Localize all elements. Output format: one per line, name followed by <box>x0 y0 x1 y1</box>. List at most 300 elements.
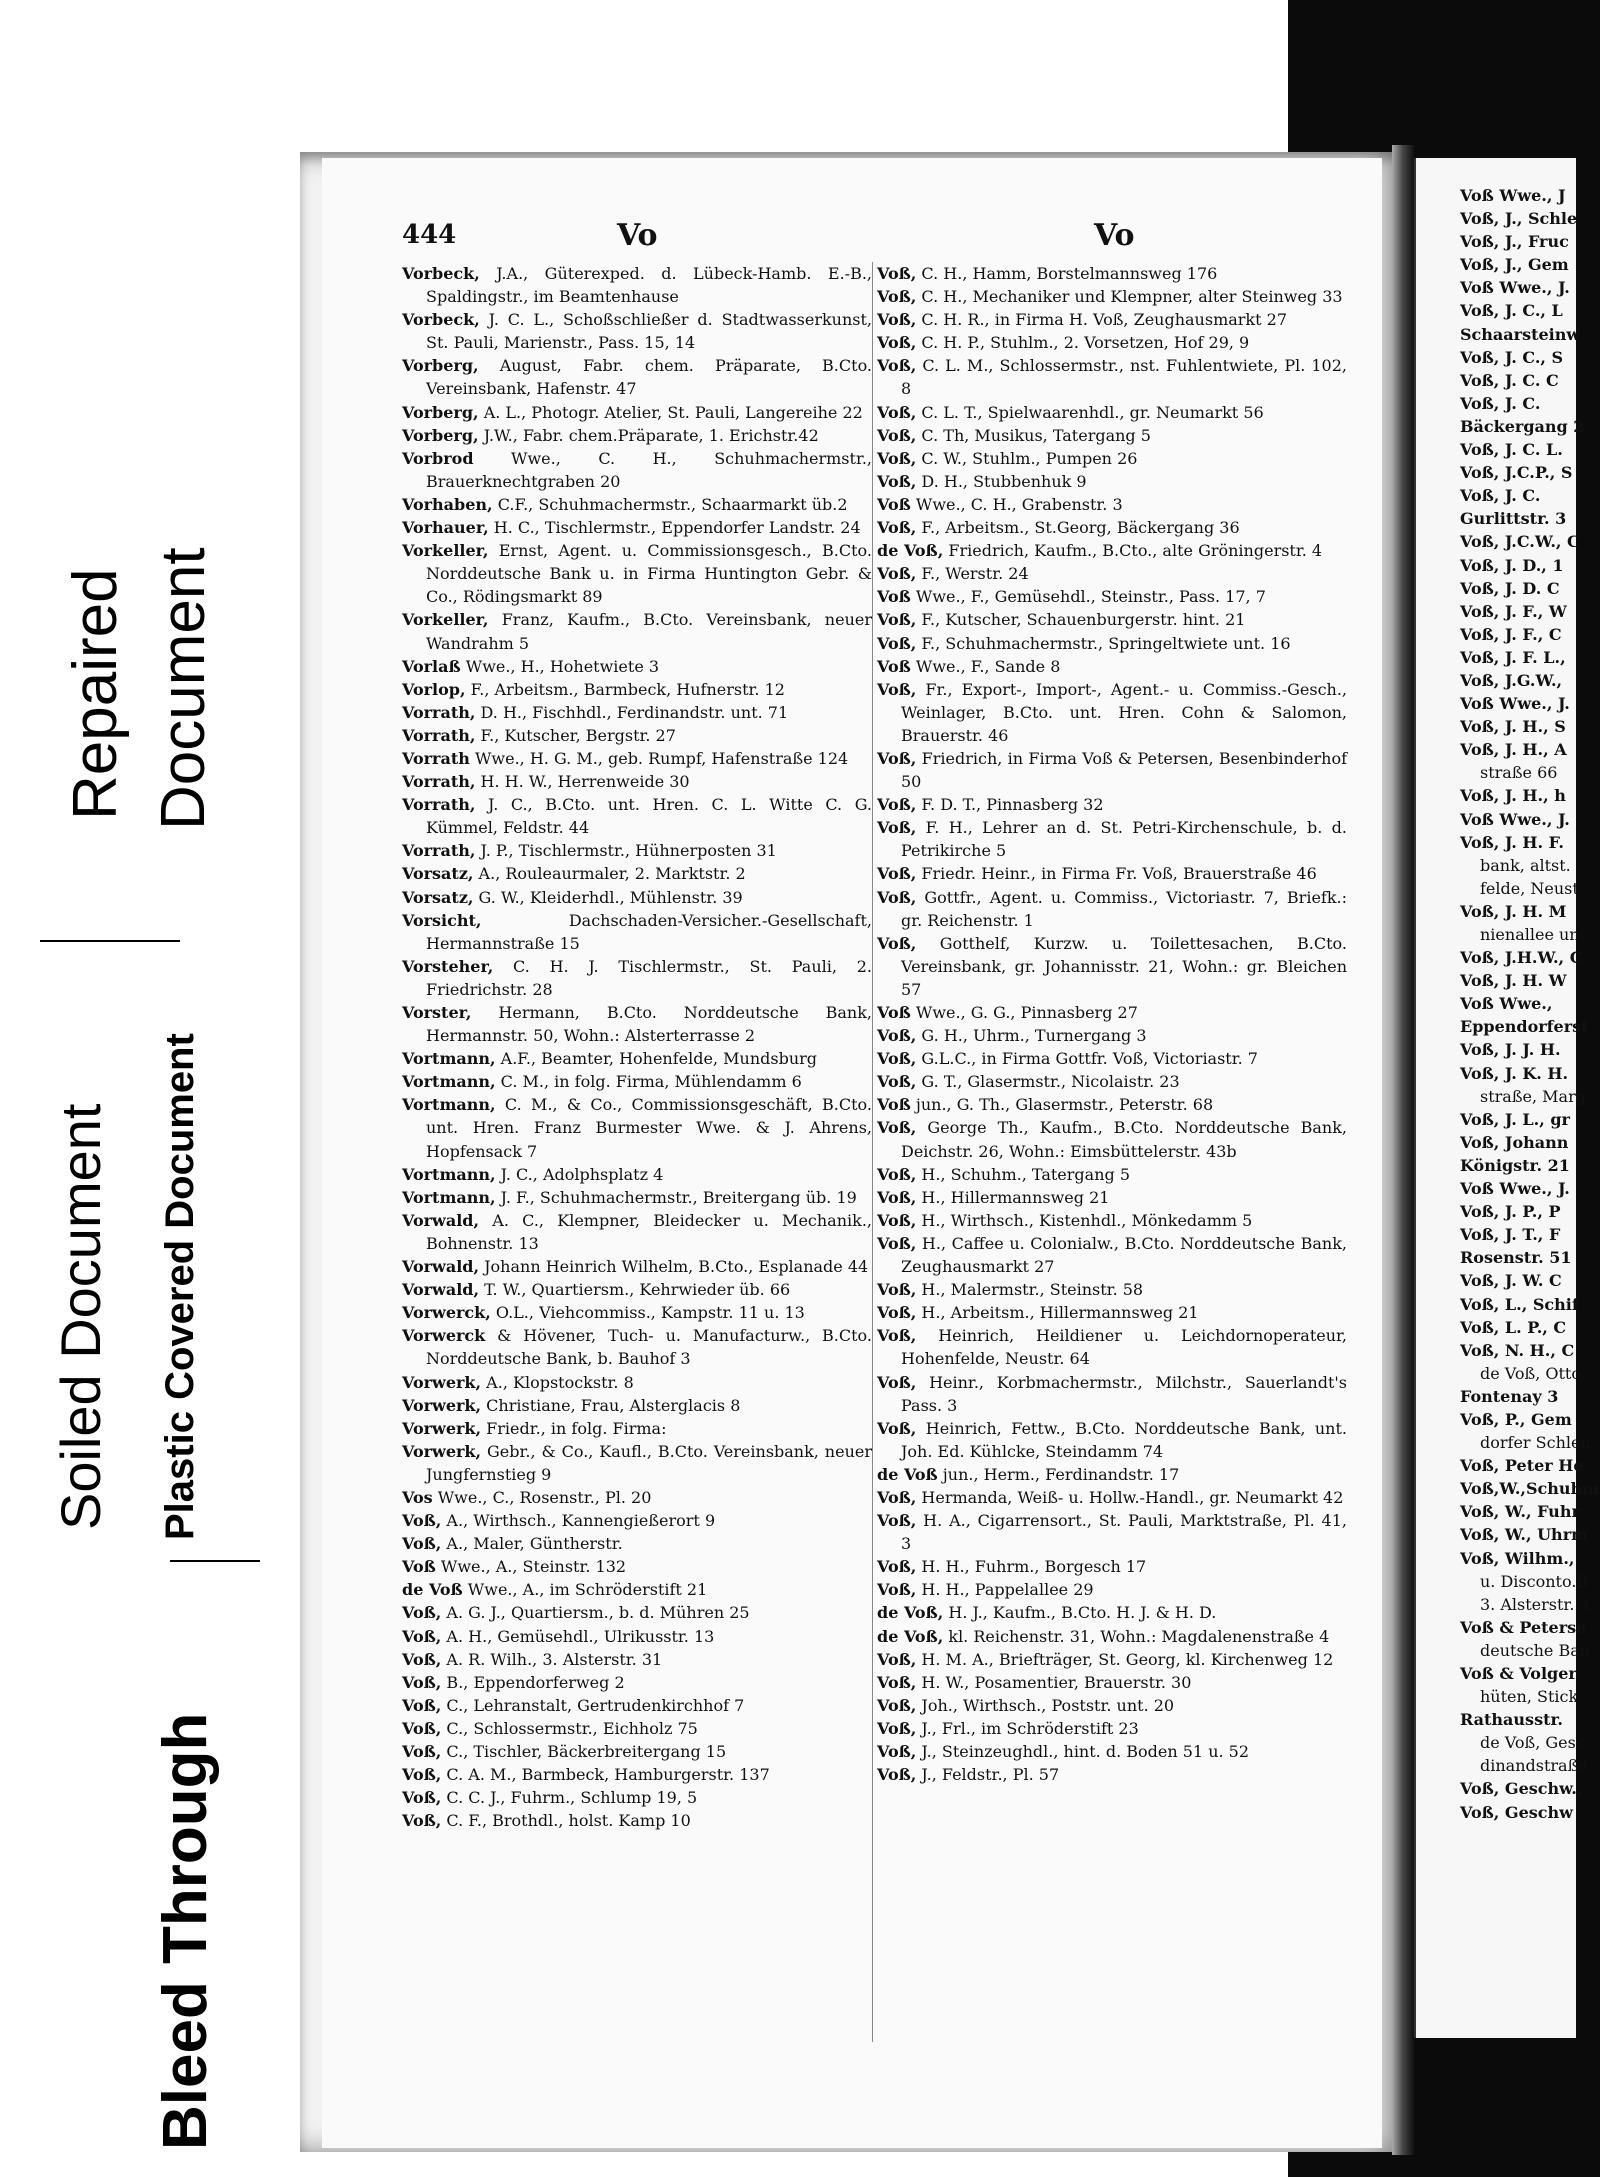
entry-details: A. G. J., Quartiersm., b. d. Mühren 25 <box>441 1603 750 1623</box>
label-repaired-line1: Repaired <box>61 568 130 820</box>
entry-details: H., Wirthsch., Kistenhdl., Mönkedamm 5 <box>916 1210 1253 1230</box>
directory-entry <box>877 1209 1347 1232</box>
entry-name: Voß, <box>877 818 917 838</box>
directory-entry <box>402 493 872 516</box>
entry-name: Vorwerk, <box>402 1372 482 1392</box>
entry-details: C., Tischler, Bäckerbreitergang 15 <box>441 1742 727 1761</box>
entry-details: Wwe., C. H., Schuhmachermstr., Brauerknechtgraben 20 <box>426 448 872 491</box>
entry-name: Vorwerck, <box>402 1303 491 1323</box>
entry-name: Voß, <box>877 1511 917 1531</box>
directory-entry <box>877 678 1347 747</box>
directory-entry <box>402 516 872 539</box>
directory-entry <box>877 1116 1347 1162</box>
entry-name: Vorsicht, <box>402 910 482 930</box>
next-page-line: Voß, Wilhm., <box>1460 1548 1575 1568</box>
entry-name: Vorsatz, <box>402 887 474 907</box>
entry-name: Voß, <box>877 287 917 307</box>
entry-name: Voß, <box>877 1072 917 1092</box>
entry-name: Voß, <box>402 1765 442 1785</box>
directory-entry <box>877 285 1347 308</box>
directory-entry <box>402 862 872 885</box>
entry-details: Christiane, Frau, Alsterglacis 8 <box>481 1395 741 1415</box>
entry-name: Vorsteher, <box>402 956 494 976</box>
label-divider <box>40 940 180 942</box>
directory-entry <box>877 1186 1347 1209</box>
directory-entry <box>402 1555 872 1578</box>
entry-details: Franz, Kaufm., B.Cto. Vereinsbank, neuer Wandrahm 5 <box>426 610 872 653</box>
directory-entry <box>877 608 1347 631</box>
directory-entry <box>877 1324 1347 1370</box>
directory-entry <box>877 1417 1347 1463</box>
directory-entry <box>402 1371 872 1394</box>
entry-details: C.F., Schuhmachermstr., Schaarmarkt üb.2 <box>492 494 848 514</box>
entry-name: Vorberg, <box>402 402 479 422</box>
next-page-line: Voß, J. H. W <box>1460 971 1567 991</box>
next-page-line: Voß, J. D., 1 <box>1460 555 1564 575</box>
next-page-line: Schaarsteinw <box>1460 324 1581 344</box>
next-page-line: Voß, Peter He <box>1460 1456 1584 1476</box>
entry-name: Voß <box>877 1095 911 1115</box>
entry-name: Vorbrod <box>402 448 474 468</box>
next-page-line: deutsche Ban <box>1480 1640 1591 1660</box>
entry-details: Fr., Export-, Import-, Agent.- u. Commiss.-Gesch., Weinlager, B.Cto. unt. Hren. Cohn & Salomon, Brauerstr. 46 <box>901 679 1347 745</box>
entry-name: Voß, <box>877 1672 917 1692</box>
next-page-line: de Voß, Otto, <box>1480 1363 1587 1383</box>
entry-name: Vorwerk, <box>402 1418 482 1438</box>
directory-entry <box>402 262 872 308</box>
entry-details: August, Fabr. chem. Präparate, B.Cto. Vereinsbank, Hafenstr. 47 <box>426 356 872 399</box>
label-soiled-document: Soiled Document <box>49 1103 112 1530</box>
entry-name: de Voß, <box>877 1626 944 1646</box>
directory-entry <box>877 562 1347 585</box>
entry-details: J. C., Adolphsplatz 4 <box>495 1164 664 1184</box>
directory-entry <box>402 1578 872 1601</box>
directory-entry <box>877 539 1347 562</box>
next-page-line: Voß, W., Uhrm <box>1460 1525 1589 1545</box>
entry-name: Voß, <box>877 564 917 584</box>
directory-entry <box>877 1463 1347 1486</box>
entry-name: Voß, <box>877 1118 917 1138</box>
entry-name: Vorkeller, <box>402 541 489 561</box>
next-page-line: nienallee unt <box>1480 925 1587 944</box>
entry-details: Wwe., C. H., Grabenstr. 3 <box>910 494 1123 514</box>
directory-entry <box>402 747 872 770</box>
entry-details: A.F., Beamter, Hohenfelde, Mundsburg <box>495 1049 818 1069</box>
directory-entry <box>877 1671 1347 1694</box>
entry-details: F., Kutscher, Bergstr. 27 <box>475 725 676 745</box>
entry-details: jun., Herm., Ferdinandstr. 17 <box>937 1464 1180 1484</box>
directory-entry <box>877 1694 1347 1717</box>
entry-name: de Voß <box>877 1464 938 1484</box>
entry-details: C. M., & Co., Commissionsgeschäft, B.Cto. unt. Hren. Franz Burmester Wwe. & J. Ahrens, Hopfensack 7 <box>426 1095 872 1161</box>
entry-details: Gebr., & Co., Kaufl., B.Cto. Vereinsbank, neuer Jungfernstieg 9 <box>426 1441 872 1484</box>
entry-name: Voß, <box>877 1303 917 1323</box>
directory-entry <box>877 816 1347 862</box>
entry-details: J., Frl., im Schröderstift 23 <box>916 1718 1139 1738</box>
next-page-line: Voß, L. P., C <box>1460 1317 1567 1337</box>
entry-name: Voß, <box>877 1280 917 1300</box>
directory-entry <box>402 886 872 909</box>
next-page-line: u. Disconto.B <box>1480 1571 1589 1591</box>
next-page-line: Bäckergang 2 <box>1460 416 1585 436</box>
entry-name: Vorlop, <box>402 679 466 699</box>
directory-entry <box>877 1047 1347 1070</box>
entry-details: F., Arbeitsm., Barmbeck, Hufnerstr. 12 <box>465 679 785 699</box>
next-page-line: Voß, J., Schle <box>1460 209 1578 229</box>
directory-entry <box>877 886 1347 932</box>
directory-entry <box>402 1255 872 1278</box>
entry-details: H. H. W., Herrenweide 30 <box>475 772 690 792</box>
entry-details: George Th., Kaufm., B.Cto. Norddeutsche Bank, Deichstr. 26, Wohn.: Eimsbüttelerstr. 43b <box>901 1118 1347 1161</box>
entry-details: F., Kutscher, Schauenburgerstr. hint. 21 <box>916 610 1246 630</box>
entry-name: Vorwerk, <box>402 1441 482 1461</box>
entry-details: Hermanda, Weiß- u. Hollw.-Handl., gr. Neumarkt 42 <box>916 1487 1344 1507</box>
next-page-line: Voß, J. F. L., <box>1460 647 1566 667</box>
entry-details: C. W., Stuhlm., Pumpen 26 <box>916 448 1138 468</box>
entry-name: Vorwald, <box>402 1257 480 1277</box>
entry-details: C., Schlossermstr., Eichholz 75 <box>441 1718 698 1738</box>
next-page-line: Voß Wwe., J. <box>1460 278 1570 298</box>
entry-details: Wwe., F., Sande 8 <box>910 656 1061 676</box>
directory-entry <box>402 701 872 724</box>
next-page-line: Voß, J.G.W., <box>1460 670 1563 690</box>
entry-name: Vortmann, <box>402 1072 496 1092</box>
entry-details: Gotthelf, Kurzw. u. Toilettesachen, B.Cto. Vereinsbank, gr. Johannisstr. 21, Wohn.: gr. Bleichen 57 <box>901 933 1347 999</box>
entry-details: H., Caffee u. Colonialw., B.Cto. Norddeutsche Bank, Zeughausmarkt 27 <box>901 1233 1347 1277</box>
entry-name: Voß, <box>402 1672 442 1692</box>
entry-details: H., Arbeitsm., Hillermannsweg 21 <box>916 1303 1199 1323</box>
entry-details: Wwe., H. G. M., geb. Rumpf, Hafenstraße 124 <box>469 748 849 768</box>
entry-name: Voß <box>402 1557 436 1577</box>
entry-name: Voß, <box>877 864 917 884</box>
entry-details: Wwe., A., Steinstr. 132 <box>435 1557 627 1577</box>
entry-name: Voß, <box>877 310 917 330</box>
directory-entry <box>877 1024 1347 1047</box>
directory-entry <box>877 1578 1347 1601</box>
entry-name: Voß <box>877 587 911 607</box>
entry-name: Vorrath, <box>402 795 476 815</box>
directory-entry <box>402 401 872 424</box>
directory-entry <box>877 1717 1347 1740</box>
next-page-line: Voß Wwe., J. <box>1460 1179 1570 1199</box>
next-page-line: Voß, J. W. C <box>1460 1271 1562 1291</box>
directory-entry <box>877 1093 1347 1116</box>
directory-entry <box>402 955 872 1001</box>
entry-name: Voß, <box>877 1233 917 1253</box>
entry-details: F., Arbeitsm., St.Georg, Bäckergang 36 <box>916 518 1240 538</box>
directory-entry <box>402 1509 872 1532</box>
directory-entry <box>402 1486 872 1509</box>
directory-entry <box>877 470 1347 493</box>
entry-name: de Voß <box>402 1580 463 1600</box>
entry-details: Wwe., F., Gemüsehdl., Steinstr., Pass. 17, 7 <box>910 587 1266 607</box>
next-page-line: Voß, J. H., h <box>1460 786 1566 806</box>
directory-entry <box>877 1555 1347 1578</box>
entry-name: Vorbeck, <box>402 310 480 330</box>
next-page-line: Voß,W.,Schuhm <box>1460 1479 1600 1499</box>
entry-details: & Hövener, Tuch- u. Manufacturw., B.Cto. Norddeutsche Bank, b. Bauhof 3 <box>426 1326 872 1369</box>
entry-details: C. L. M., Schlossermstr., nst. Fuhlentwiete, Pl. 102, 8 <box>901 356 1347 399</box>
entry-details: A. R. Wilh., 3. Alsterstr. 31 <box>441 1649 663 1669</box>
next-page-line: Voß, J., Fruc <box>1460 232 1569 252</box>
entry-name: Voß, <box>877 1580 917 1600</box>
next-page-line: Voß Wwe., J <box>1460 186 1566 205</box>
next-page-line: Voß, J.C.P., S <box>1460 463 1573 483</box>
entry-name: Voß, <box>877 1026 917 1046</box>
running-head-left: Vo <box>617 218 658 253</box>
entry-details: H. W., Posamentier, Brauerstr. 30 <box>916 1672 1192 1692</box>
entry-name: Voß, <box>877 1418 917 1438</box>
next-page-line: Voß, W., Fuhr <box>1460 1502 1580 1522</box>
next-page-line: Voß, J. T., F <box>1460 1225 1561 1245</box>
next-page-line: Voß, J. H. M <box>1460 901 1567 921</box>
entry-details: D. H., Stubbenhuk 9 <box>916 471 1087 491</box>
entry-details: A., Klopstockstr. 8 <box>481 1372 634 1392</box>
entry-details: C. H. P., Stuhlm., 2. Vorsetzen, Hof 29, 9 <box>916 333 1250 353</box>
entry-name: Voß, <box>877 633 917 653</box>
label-plastic-covered-document: Plastic Covered Document <box>158 1033 202 1540</box>
directory-entry <box>402 1440 872 1486</box>
entry-details: J. F., Schuhmachermstr., Breitergang üb. 19 <box>495 1187 857 1207</box>
entry-details: H. H., Fuhrm., Borgesch 17 <box>916 1557 1147 1577</box>
entry-name: Vortmann, <box>402 1187 496 1207</box>
entry-name: Vorwald, <box>402 1280 480 1300</box>
entry-name: Voß, <box>877 518 917 538</box>
directory-entry <box>877 632 1347 655</box>
directory-entry <box>402 1163 872 1186</box>
directory-entry <box>402 1070 872 1093</box>
directory-entry <box>402 1417 872 1440</box>
entry-name: Voß, <box>877 448 917 468</box>
entry-name: Voß, <box>877 1649 917 1669</box>
entry-name: Vorlaß <box>402 656 461 676</box>
next-page-fragment <box>1414 158 1600 2038</box>
next-page-line: Voß, J. F., C <box>1460 624 1562 644</box>
entry-name: Voß, <box>877 471 917 491</box>
directory-entry <box>877 1232 1347 1278</box>
next-page-line: Voß, Geschw <box>1460 1802 1573 1822</box>
directory-entry <box>877 655 1347 678</box>
entry-name: Voß, <box>877 887 917 907</box>
entry-details: D. H., Fischhdl., Ferdinandstr. unt. 71 <box>475 702 789 722</box>
entry-name: Voß, <box>877 1326 917 1346</box>
entry-details: A. H., Gemüsehdl., Ulrikusstr. 13 <box>441 1626 715 1646</box>
directory-entry <box>877 1278 1347 1301</box>
entry-name: Vorhauer, <box>402 518 489 538</box>
entry-details: J., Feldstr., Pl. 57 <box>916 1765 1060 1785</box>
entry-details: A. C., Klempner, Bleidecker u. Mechanik., Bohnenstr. 13 <box>426 1210 872 1253</box>
next-page-line: Voß, J. P., P <box>1460 1202 1561 1222</box>
entry-name: Voß, <box>877 1187 917 1207</box>
next-page-line: Voß, J. J. H. <box>1460 1040 1561 1060</box>
entry-details: H., Malermstr., Steinstr. 58 <box>916 1280 1144 1300</box>
entry-details: O.L., Viehcommiss., Kampstr. 11 u. 13 <box>490 1303 805 1323</box>
entry-name: Voß, <box>402 1626 442 1646</box>
entry-details: G. W., Kleiderhdl., Mühlenstr. 39 <box>473 887 743 907</box>
entry-name: Vortmann, <box>402 1095 496 1115</box>
next-page-line: felde, Neust <box>1480 878 1579 898</box>
entry-details: Hermann, B.Cto. Norddeutsche Bank, Hermannstr. 50, Wohn.: Alsterterrasse 2 <box>426 1003 872 1046</box>
directory-entry <box>402 655 872 678</box>
next-page-line: Voß, J. F., W <box>1460 601 1567 621</box>
entry-details: Heinrich, Fettw., B.Cto. Norddeutsche Bank, unt. Joh. Ed. Kühlcke, Steindamm 74 <box>901 1418 1347 1461</box>
next-page-line: de Voß, Gesc <box>1480 1733 1585 1753</box>
entry-details: C., Lehranstalt, Gertrudenkirchhof 7 <box>441 1695 745 1715</box>
entry-details: C. F., Brothdl., holst. Kamp 10 <box>441 1811 691 1831</box>
entry-details: Dachschaden-Versicher.-Gesellschaft, Hermannstraße 15 <box>426 910 872 953</box>
entry-name: de Voß, <box>877 1603 944 1623</box>
entry-details: F., Werstr. 24 <box>916 564 1029 584</box>
next-page-line: Voß, J. C., S <box>1460 347 1564 367</box>
entry-name: Vorberg, <box>402 356 479 376</box>
entry-details: jun., G. Th., Glasermstr., Peterstr. 68 <box>910 1095 1214 1115</box>
entry-details: Joh., Wirthsch., Poststr. unt. 20 <box>916 1695 1175 1715</box>
next-page-line: straße 66 <box>1480 763 1558 783</box>
next-page-line: Voß, J. C., L <box>1460 301 1563 321</box>
page-number: 444 <box>402 220 457 250</box>
directory-entry <box>877 862 1347 885</box>
entry-name: Vorrath, <box>402 841 476 861</box>
entry-name: Vorwald, <box>402 1210 480 1230</box>
entry-name: Voß, <box>877 1718 917 1738</box>
directory-column-left <box>402 262 872 1832</box>
next-page-line: Voß, J. K. H. <box>1460 1063 1569 1083</box>
entry-details: F. D. T., Pinnasberg 32 <box>916 795 1104 815</box>
directory-entry <box>402 1001 872 1047</box>
entry-name: Vorrath, <box>402 772 476 792</box>
directory-entry <box>877 1648 1347 1671</box>
column-rule <box>872 262 873 2042</box>
directory-entry <box>402 1278 872 1301</box>
directory-entry <box>877 401 1347 424</box>
next-page-line: 3. Alsterstr. 3 <box>1480 1594 1590 1614</box>
directory-entry <box>877 493 1347 516</box>
entry-name: Voß, <box>877 425 917 445</box>
page-header <box>402 220 1402 260</box>
entry-name: Voß, <box>402 1718 442 1738</box>
directory-entry <box>402 1394 872 1417</box>
label-column <box>0 0 270 2177</box>
next-page-line: Fontenay 3 <box>1460 1386 1559 1406</box>
entry-details: C. A. M., Barmbeck, Hamburgerstr. 137 <box>441 1765 770 1785</box>
entry-name: Voß, <box>877 1742 917 1761</box>
next-page-line: Voß, J. H., A <box>1460 740 1567 760</box>
directory-entry <box>877 932 1347 1001</box>
entry-name: Voß, <box>877 1372 917 1392</box>
entry-details: Heinr., Korbmachermstr., Milchstr., Sauerlandt's Pass. 3 <box>901 1372 1347 1415</box>
directory-entry <box>402 1532 872 1555</box>
directory-entry <box>402 909 872 955</box>
entry-details: T. W., Quartiersm., Kehrwieder üb. 66 <box>479 1280 791 1300</box>
directory-entry <box>402 1093 872 1162</box>
directory-entry <box>402 1648 872 1671</box>
directory-entry <box>877 1163 1347 1186</box>
entry-details: Friedr., in folg. Firma: <box>481 1418 667 1438</box>
entry-name: Voß <box>877 1003 911 1022</box>
next-page-line: Voß, P., Gem <box>1460 1409 1572 1429</box>
entry-details: J.A., Güterexped. d. Lübeck-Hamb. E.-B., Spaldingstr., im Beamtenhause <box>426 264 872 307</box>
entry-details: Ernst, Agent. u. Commissionsgesch., B.Cto. Norddeutsche Bank u. in Firma Huntington Gebr. & Co., Rödingsmarkt 89 <box>426 541 872 607</box>
entry-name: Voß, <box>877 1487 917 1507</box>
entry-name: Voß, <box>877 610 917 630</box>
entry-name: Vorhaben, <box>402 494 493 514</box>
directory-entry <box>402 308 872 354</box>
entry-details: C. H. R., in Firma H. Voß, Zeughausmarkt 27 <box>916 310 1287 330</box>
next-page-line: Voß Wwe., J. <box>1460 694 1570 714</box>
next-page-line: dinandstraße <box>1480 1756 1588 1776</box>
entry-name: Voß, <box>877 1765 917 1785</box>
entry-name: Voß, <box>402 1695 442 1715</box>
entry-details: J. P., Tischlermstr., Hühnerposten 31 <box>475 841 777 861</box>
directory-entry <box>402 1809 872 1832</box>
directory-entry <box>402 424 872 447</box>
entry-name: Voß <box>877 494 911 514</box>
next-page-line: Voß Wwe., J. <box>1460 809 1570 829</box>
next-page-line: Voß, J. C. C <box>1460 370 1559 390</box>
next-page-line: Voß & Peterse <box>1460 1617 1587 1637</box>
entry-details: A., Wirthsch., Kannengießerort 9 <box>441 1511 716 1531</box>
entry-details: Wwe., G. G., Pinnasberg 27 <box>910 1003 1138 1022</box>
directory-entry <box>877 1601 1347 1624</box>
next-page-line: Voß, N. H., C <box>1460 1340 1575 1360</box>
entry-details: Friedr. Heinr., in Firma Fr. Voß, Brauerstraße 46 <box>916 864 1317 884</box>
next-page-line: dorfer Schleu <box>1480 1433 1591 1453</box>
next-page-line: Voß, J. C. <box>1460 486 1541 506</box>
directory-entry <box>877 1740 1347 1763</box>
entry-name: Vorster, <box>402 1003 472 1022</box>
entry-name: Voß, <box>877 1695 917 1715</box>
directory-entry <box>402 724 872 747</box>
directory-entry <box>402 1763 872 1786</box>
entry-name: Vorwerck <box>402 1326 486 1346</box>
entry-details: H. J., Kaufm., B.Cto. H. J. & H. D. <box>943 1603 1217 1623</box>
entry-details: A., Maler, Güntherstr. <box>441 1534 623 1554</box>
directory-entry <box>877 1486 1347 1509</box>
directory-entry <box>877 793 1347 816</box>
directory-entry <box>402 678 872 701</box>
directory-entry <box>877 1070 1347 1093</box>
entry-name: Vorwerk, <box>402 1395 482 1415</box>
next-page-line: Voß & Volger <box>1460 1664 1577 1683</box>
directory-entry <box>402 1186 872 1209</box>
entry-name: Vortmann, <box>402 1049 496 1069</box>
directory-entry <box>402 539 872 608</box>
entry-details: H., Hillermannsweg 21 <box>916 1187 1110 1207</box>
entry-details: A., Rouleaurmaler, 2. Marktstr. 2 <box>473 864 746 884</box>
entry-name: Voß, <box>877 1049 917 1069</box>
label-bleed-through: Bleed Through <box>151 1712 220 2150</box>
next-page-line: Voß, L., Schif <box>1460 1294 1579 1314</box>
directory-entry <box>877 1509 1347 1555</box>
entry-name: Vortmann, <box>402 1164 496 1184</box>
entry-details: G. H., Uhrm., Turnergang 3 <box>916 1026 1147 1046</box>
entry-name: Voß, <box>402 1511 442 1531</box>
entry-name: Voß, <box>877 1164 917 1184</box>
next-page-line: Voß Wwe., <box>1460 994 1553 1014</box>
entry-details: C. H. J. Tischlermstr., St. Pauli, 2. Friedrichstr. 28 <box>426 956 872 999</box>
next-page-line: Königstr. 21 <box>1460 1155 1570 1175</box>
directory-entry <box>877 1371 1347 1417</box>
directory-entry <box>402 1601 872 1624</box>
running-head-right: Vo <box>1094 218 1135 253</box>
entry-name: de Voß, <box>877 541 944 561</box>
entry-details: G.L.C., in Firma Gottfr. Voß, Victoriastr. 7 <box>916 1049 1258 1069</box>
directory-entry <box>402 1047 872 1070</box>
entry-details: C. C. J., Fuhrm., Schlump 19, 5 <box>441 1788 698 1808</box>
directory-entry <box>402 354 872 400</box>
directory-entry <box>877 1625 1347 1648</box>
entry-details: H. C., Tischlermstr., Eppendorfer Landstr. 24 <box>488 518 861 538</box>
